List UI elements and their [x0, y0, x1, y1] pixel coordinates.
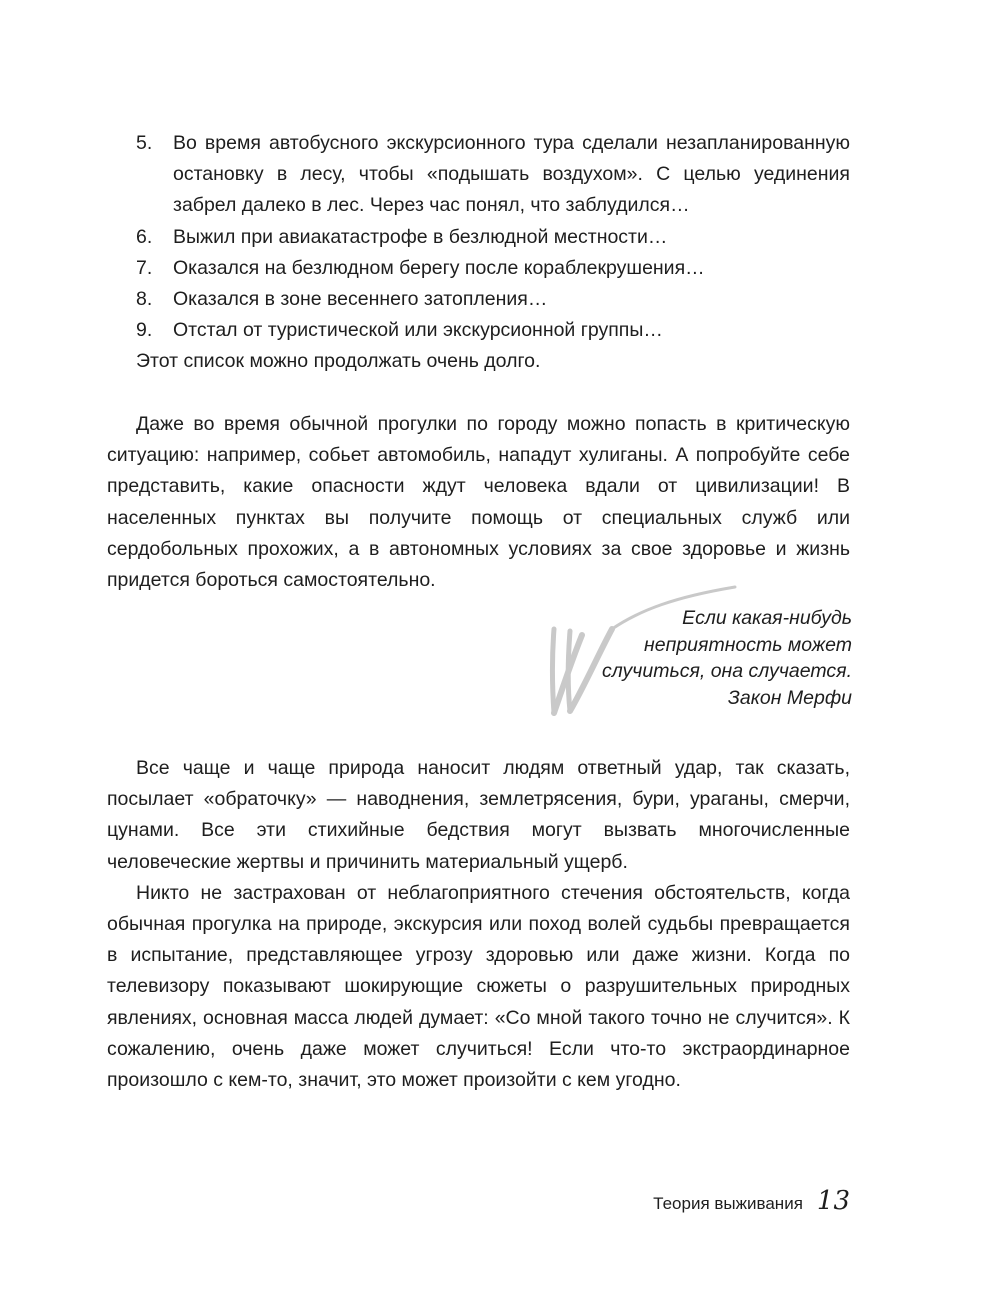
list-item-number: 8. — [136, 288, 153, 311]
list-item-text: Выжил при авиакатастрофе в безлюдной местности… — [173, 225, 668, 248]
running-title: Теория выживания — [653, 1194, 803, 1213]
list-item-number: 5. — [136, 132, 153, 154]
epigraph — [540, 585, 852, 725]
list-item — [107, 284, 850, 315]
list-item — [107, 128, 850, 222]
list-item-number: 9. — [136, 319, 153, 342]
list-item-text: Оказался на безлюдном берегу после кораблекрушения… — [173, 256, 705, 279]
list-item — [107, 315, 850, 346]
epigraph-line: случиться, она случается. — [601, 660, 852, 682]
numbered-list — [107, 128, 850, 378]
body-paragraph: Все чаще и чаще природа наносит людям ответный удар, так сказать, посылает «обраточку» — наводнения, землетрясения, бури, ураганы, смерчи, цунами. Все эти стихийные бедствия могут вызвать многочисленные человеческие жертвы и причинить материальный ущерб. — [107, 757, 850, 873]
epigraph-line: Если какая-нибудь — [682, 607, 852, 629]
list-item-number: 7. — [136, 256, 153, 279]
epigraph-line: неприятность может — [644, 633, 852, 656]
body-section — [107, 753, 850, 1096]
body-paragraph: Даже во время обычной прогулки по городу можно попасть в критическую ситуацию: например, собьет автомобиль, нападут хулиганы. А попробуйте себе представить, какие опасности ждут человека вдали от цивилизации! В населенных пунктах вы получите помощь от специальных служб или сердобольных прохожих, а в автономных условиях за свое здоровье и жизнь придется бороться самостоятельно. — [107, 413, 850, 592]
list-item-text: Во время автобусного экскурсионного тура сделали незапланированную остановку в лесу, чтобы «подышать воздухом». С целью уединения забрел далеко в лес. Через час понял, что заблудился… — [173, 132, 850, 217]
list-item-text: Оказался в зоне весеннего затопления… — [173, 288, 548, 311]
epigraph-text — [602, 605, 852, 711]
list-item-text: Отстал от туристической или экскурсионной группы… — [173, 319, 663, 342]
list-outro-text: Этот список можно продолжать очень долго. — [136, 350, 541, 373]
list-item-number: 6. — [136, 225, 153, 248]
page-number: 13 — [816, 1186, 850, 1216]
list-item — [107, 253, 850, 284]
epigraph-author: Закон Мерфи — [727, 686, 852, 709]
page-footer — [653, 1186, 850, 1216]
list-item — [107, 222, 850, 253]
body-paragraph: Никто не застрахован от неблагоприятного стечения обстоятельств, когда обычная прогулка на природе, экскурсия или поход волей судьбы превращается в испытание, представляющее угрозу здоровью или даже жизни. Когда по телевизору показывают шокирующие сюжеты о разрушительных природных явлениях, основная масса людей думает: «Со мной такого точно не случится». К сожалению, очень даже может случиться! Если что-то экстраординарное произошло с кем-то, значит, это может произойти с кем угодно. — [107, 881, 850, 1092]
